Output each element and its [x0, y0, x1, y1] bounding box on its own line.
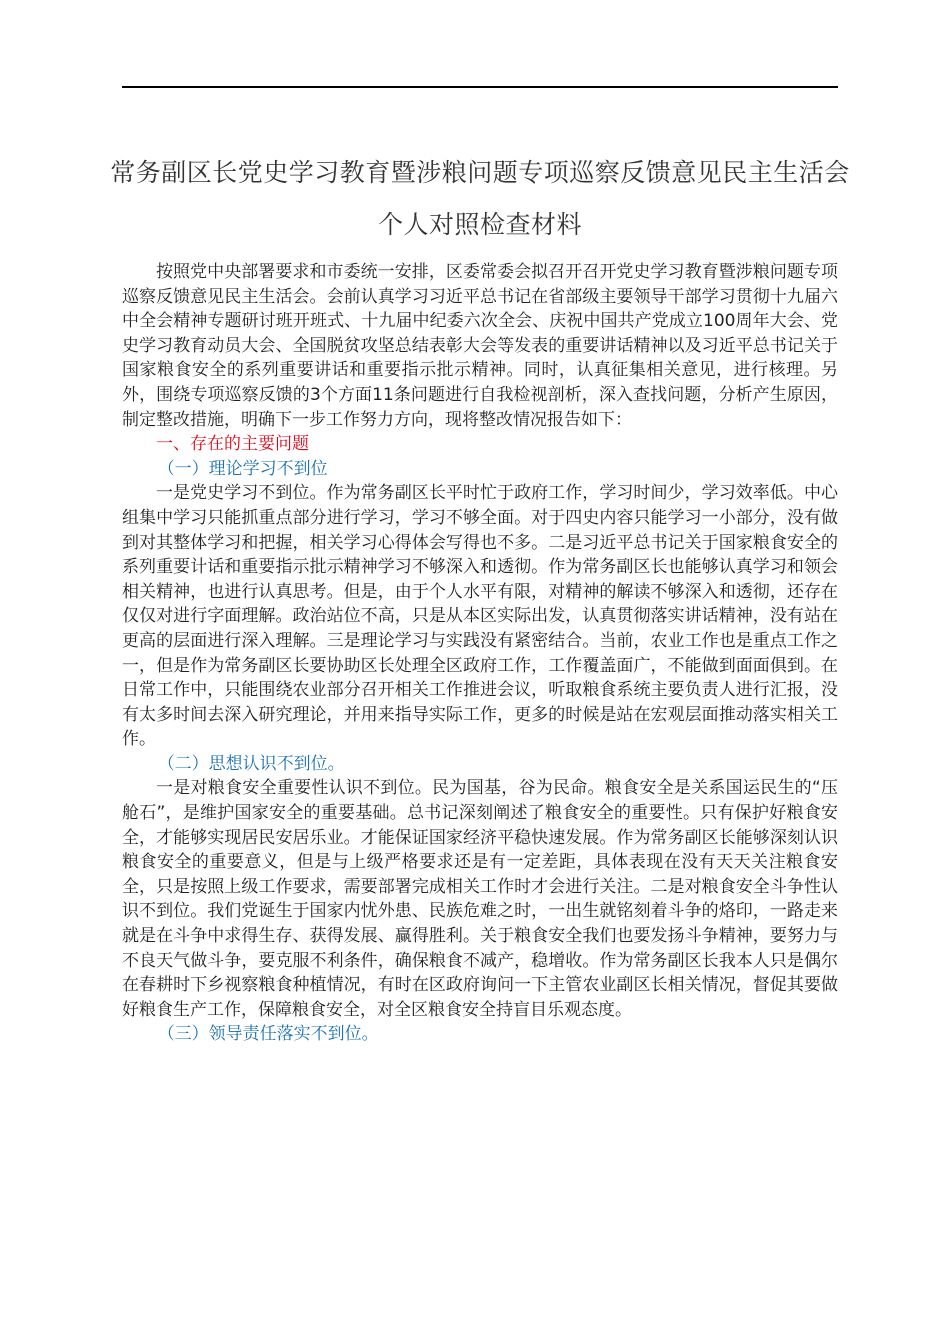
- theory-study-paragraph: 一是党史学习不到位。作为常务副区长平时忙于政府工作，学习时间少，学习效率低。中心组集中学习只能抓重点部分进行学习，学习不够全面。对于四史内容只能学习一小部分，没有做到对其整体学习和把握，相关学习心得体会写得也不多。二是习近平总书记关于国家粮食安全的系列重要计话和重要指示批示精神学习不够深入和透彻。作为常务副区长也能够认真学习和领会相关精神，也进行认真思考。但是，由于个人水平有限，对精神的解读不够深入和透彻，还存在仅仅对进行字面理解。政治站位不高，只是从本区实际出发，认真贯彻落实讲话精神，没有站在更高的层面进行深入理解。三是理论学习与实践没有紧密结合。当前，农业工作也是重点工作之一，但是作为常务副区长要协助区长处理全区政府工作，工作覆盖面广，不能做到面面俱到。在日常工作中，只能围绕农业部分召开相关工作推进会议，听取粮食系统主要负责人进行汇报，没有太多时间去深入研究理论，并用来指导实际工作，更多的时候是站在宏观层面推动落实相关工作。: [122, 483, 838, 750]
- document-title: 常务副区长党史学习教育暨涉粮问题专项巡察反馈意见民主生活会个人对照检查材料: [110, 158, 850, 239]
- intro-paragraph: 按照党中央部署要求和市委统一安排，区委常委会拟召开召开党史学习教育暨涉粮问题专项巡察反馈意见民主生活会。会前认真学习习近平总书记在省部级主要领导干部学习贯彻十九届六中全会精神专题研讨班开班式、十九届中纪委六次全会、庆祝中国共产党成立100周年大会、党史学习教育动员大会、全国脱贫攻坚总结表彰大会等发表的重要讲话精神以及习近平总书记关于国家粮食安全的系列重要讲话和重要指示批示精神。同时，认真征集相关意见，进行核理。另外，围绕专项巡察反馈的3个方面11条问题进行自我检视剖析，深入查找问题，分析产生原因，制定整改措施，明确下一步工作努力方向，现将整改情况报告如下：: [122, 262, 838, 430]
- subsection-heading-theory-study: （一）理论学习不到位: [157, 458, 328, 479]
- subsection-heading-leadership-responsibility: （三）领导责任落实不到位。: [157, 1024, 379, 1045]
- section-heading-main-problems: 一、存在的主要问题: [156, 434, 309, 455]
- subsection-heading-ideological-understanding: （二）思想认识不到位。: [157, 753, 345, 774]
- document-body: [122, 260, 838, 1047]
- top-rule: [122, 86, 838, 88]
- ideological-understanding-paragraph: 一是对粮食安全重要性认识不到位。民为国基，谷为民命。粮食安全是关系国运民生的“压舱石”，是维护国家安全的重要基础。总书记深刻阐述了粮食安全的重要性。只有保护好粮食安全，才能够实现居民安居乐业。才能保证国家经济平稳快速发展。作为常务副区长能够深刻认识粮食安全的重要意义，但是与上级严格要求还是有一定差距，具体表现在没有天天关注粮食安全，只是按照上级工作要求，需要部署完成相关工作时才会进行关注。二是对粮食安全斗争性认识不到位。我们党诞生于国家内忧外患、民族危难之时，一出生就铭刻着斗争的烙印，一路走来就是在斗争中求得生存、获得发展、赢得胜利。关于粮食安全我们也要发扬斗争精神，要努力与不良天气做斗争，要克服不利条件，确保粮食不减产，稳增收。作为常务副区长我本人只是偶尔在春耕时下乡视察粮食种植情况，有时在区政府询问一下主管农业副区长相关情况，督促其要做好粮食生产工作，保障粮食安全，对全区粮食安全持盲目乐观态度。: [122, 778, 838, 1020]
